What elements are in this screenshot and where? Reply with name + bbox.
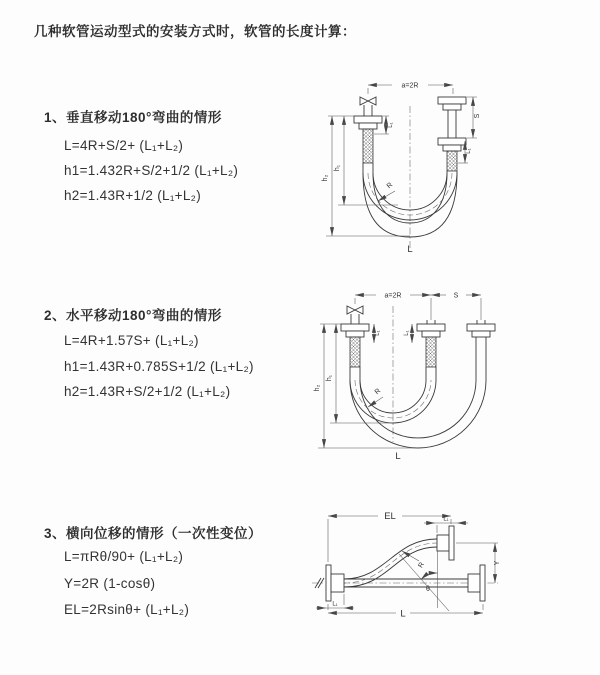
dim-label-s: S (474, 113, 481, 119)
dim-label-l1: L₁ (466, 148, 472, 154)
dim-l1-mid (404, 324, 412, 343)
braided-hose-hatch (363, 129, 373, 163)
dim-label-y: Y (494, 560, 501, 566)
right-pipe (438, 97, 466, 171)
dim-label-h2: h₂ (314, 384, 321, 392)
s-curve-hose (344, 539, 437, 587)
dim-label-l1: L₁ (332, 601, 338, 608)
section-1-formula-h2: h2=1.43R+1/2 (L₁+L₂) (64, 188, 202, 203)
dim-label-l1: L₁ (404, 330, 410, 336)
dim-el (328, 511, 451, 562)
dim-l (328, 601, 483, 620)
braided-hose-hatch (447, 151, 457, 171)
middle-pipe (417, 320, 445, 367)
braided-hose-hatch (426, 337, 436, 367)
dim-a2r (368, 83, 453, 95)
dim-label-l1: L₁ (388, 122, 394, 128)
valve-icon (347, 306, 363, 314)
dim-h2 (314, 324, 418, 448)
length-label: L (395, 451, 401, 462)
dim-label-a2r: a=2R (384, 292, 402, 300)
section-3-formula-Y: Y=2R (1-cosθ) (64, 576, 156, 591)
radius-callout (402, 551, 426, 569)
diagram-lateral-displacement (298, 498, 600, 643)
diagram-vertical-180-bend (310, 70, 600, 265)
section-3-formula-EL: EL=2Rsinθ+ (L₁+L₂) (64, 602, 190, 617)
radius-label: R (417, 561, 426, 570)
dim-l1-top (424, 517, 468, 534)
diagram-horizontal-180-bend (308, 280, 600, 465)
dim-label-h1: h₁ (334, 164, 341, 172)
angle-callout (399, 551, 449, 611)
radius-callout (378, 182, 395, 201)
left-pipe (341, 314, 369, 367)
dim-s (467, 97, 481, 138)
section-1-formula-h1: h1=1.432R+S/2+1/2 (L₁+L₂) (64, 163, 239, 178)
dim-label-l1: L₁ (443, 516, 449, 523)
braided-hose-hatch (350, 337, 360, 367)
dim-l1-left (374, 324, 381, 343)
section-1-heading: 1、垂直移动180°弯曲的情形 (44, 110, 222, 125)
section-2-formula-h2: h2=1.43R+S/2+1/2 (L₁+L₂) (64, 384, 231, 399)
dim-label-a2r: a=2R (401, 82, 419, 90)
dim-label-h1: h₁ (326, 374, 333, 382)
hose-arcs (350, 337, 486, 448)
top-right-flange (437, 526, 454, 560)
valve-icon (360, 97, 376, 105)
section-3-heading: 3、横向位移的情形（一次性变位） (44, 526, 263, 541)
section-2-heading: 2、水平移动180°弯曲的情形 (44, 308, 222, 323)
radius-label: R (373, 387, 383, 397)
dim-label-h2: h₂ (322, 174, 329, 182)
length-label: L (400, 608, 406, 620)
length-label: L (407, 244, 413, 255)
section-3-formula-L: L=πRθ/90+ (L₁+L₂) (64, 549, 184, 564)
dim-label-l1: L₁ (375, 330, 381, 336)
dim-label-s: S (453, 292, 459, 300)
angle-label: θ (426, 586, 430, 593)
dim-l1-left (316, 594, 354, 608)
dim-label-el: EL (384, 511, 396, 522)
section-1-formula-L: L=4R+S/2+ (L₁+L₂) (64, 138, 184, 153)
right-flange (468, 565, 485, 601)
section-2-formula-L: L=4R+1.57S+ (L₁+L₂) (64, 333, 199, 348)
dim-s (431, 293, 481, 321)
page-title: 几种软管运动型式的安装方式时，软管的长度计算： (34, 24, 356, 39)
left-flange (326, 565, 344, 601)
right-pipe (467, 320, 495, 337)
section-2-formula-h1: h1=1.43R+0.785S+1/2 (L₁+L₂) (64, 359, 254, 374)
radius-label: R (385, 181, 395, 191)
